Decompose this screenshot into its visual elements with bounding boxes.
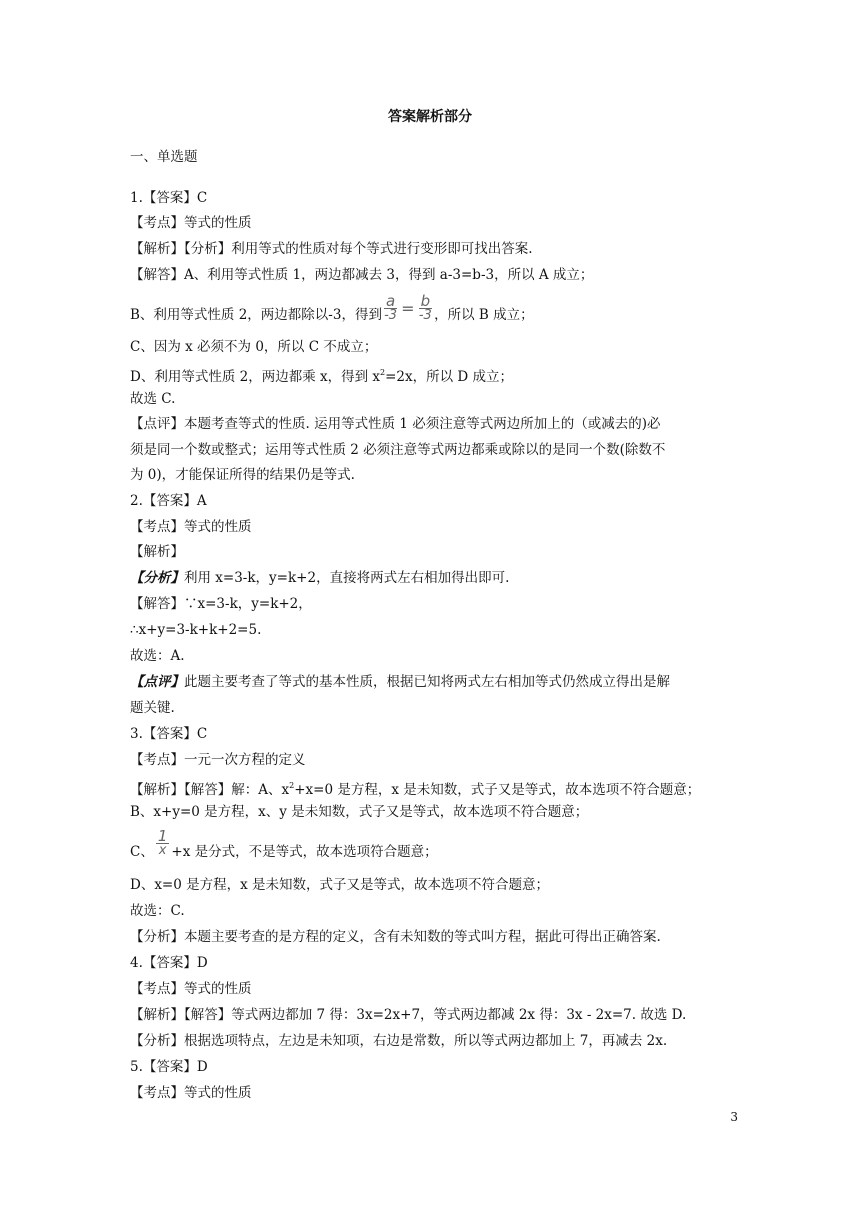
q2-answer: 2.【答案】A — [130, 493, 207, 509]
q2-solution-1: 【解答】∵x=3-k，y=k+2， — [130, 596, 312, 612]
fraction-denominator: -3 — [418, 308, 432, 323]
fraction-denominator: x — [158, 843, 167, 858]
fraction-equals: = — [401, 298, 415, 318]
q1-solution-a: 【解答】A、利用等式性质 1，两边都减去 3，得到 a-3=b-3，所以 A 成立； — [130, 267, 594, 283]
q2-choose: 故选：A. — [130, 648, 185, 664]
q3-point: 【考点】一元一次方程的定义 — [130, 752, 306, 768]
fraction-numerator: a — [385, 292, 396, 310]
q1-solution-c: C、因为 x 必须不为 0，所以 C 不成立； — [130, 339, 378, 355]
q1-analysis: 【解析】【分析】利用等式的性质对每个等式进行变形即可找出答案. — [130, 241, 533, 257]
q1-comment-line3: 为 0)，才能保证所得的结果仍是等式. — [130, 467, 355, 483]
q2-point: 【考点】等式的性质 — [130, 519, 252, 535]
q3-solution-b: B、x+y=0 是方程，x、y 是未知数，式子又是等式，故本选项不符合题意； — [130, 804, 589, 820]
q2-comment-line2: 题关键. — [130, 700, 175, 716]
q1-comment-line2: 须是同一个数或整式；运用等式性质 2 必须注意等式两边都乘或除以的是同一个数(除数不 — [130, 442, 666, 458]
fenxi-text: 利用 x=3-k，y=k+2，直接将两式左右相加得出即可. — [184, 570, 510, 586]
q4-fenxi: 【分析】根据选项特点，左边是未知项，右边是常数，所以等式两边都加上 7，再减去 2x. — [130, 1033, 668, 1049]
q3-solution-a — [130, 777, 730, 799]
fraction-denominator: -3 — [384, 308, 398, 323]
q1-solution-d — [130, 364, 730, 386]
fraction-1-over-x — [156, 829, 170, 858]
q2-fenxi — [130, 569, 730, 587]
fraction-numerator: b — [420, 292, 431, 310]
q3-answer: 3.【答案】C — [130, 726, 208, 742]
q3-solution-d: D、x=0 是方程，x 是未知数，式子又是等式，故本选项不符合题意； — [130, 877, 550, 893]
q3-solution-a-pre: 【解析】【解答】解：A、x — [130, 782, 290, 798]
q2-analysis: 【解析】 — [130, 544, 184, 560]
q4-solution: 【解析】【解答】等式两边都加 7 得：3x=2x+7，等式两边都减 2x 得：3x - 2x=7. 故选 D. — [130, 1007, 687, 1023]
comment-text: 此题主要考查了等式的基本性质，根据已知将两式左右相加等式仍然成立得出是解 — [184, 674, 670, 690]
q2-comment-line1 — [130, 673, 730, 691]
comment-label: 【点评】 — [130, 674, 184, 690]
q3-solution-c — [130, 827, 730, 861]
section-heading: 一、单选题 — [130, 149, 198, 165]
q1-comment-line1: 【点评】本题考查等式的性质. 运用等式性质 1 必须注意等式两边所加上的（或减去的)必 — [130, 416, 661, 432]
q5-point: 【考点】等式的性质 — [130, 1085, 252, 1101]
q4-point: 【考点】等式的性质 — [130, 981, 252, 997]
q2-solution-2: ∴x+y=3-k+k+2=5. — [130, 622, 262, 638]
q1-point: 【考点】等式的性质 — [130, 215, 252, 231]
q3-solution-c-pre: C、 — [130, 844, 154, 860]
q1-solution-b-post: ，所以 B 成立； — [434, 307, 534, 323]
q1-choose: 故选 C. — [130, 391, 176, 407]
fraction-a-over-neg3 — [384, 294, 397, 323]
fraction-b-over-neg3 — [419, 294, 433, 323]
superscript: 2 — [289, 781, 295, 790]
fenxi-label: 【分析】 — [130, 570, 184, 586]
q1-solution-b-pre: B、利用等式性质 2，两边都除以-3，得到 — [130, 307, 382, 323]
q4-answer: 4.【答案】D — [130, 955, 208, 971]
q3-fenxi: 【分析】本题主要考查的是方程的定义，含有未知数的等式叫方程，据此可得出正确答案. — [130, 929, 661, 945]
page-title: 答案解析部分 — [388, 109, 472, 125]
q3-solution-a-post: +x=0 是方程，x 是未知数，式子又是等式，故本选项不符合题意； — [294, 782, 701, 798]
q1-answer: 1.【答案】C — [130, 190, 208, 206]
q5-answer: 5.【答案】D — [130, 1059, 208, 1075]
q3-choose: 故选：C. — [130, 903, 185, 919]
q1-solution-b — [130, 292, 730, 324]
q1-solution-d-post: =2x，所以 D 成立； — [385, 369, 514, 385]
q1-solution-d-pre: D、利用等式性质 2，两边都乘 x，得到 x — [130, 369, 381, 385]
page-number: 3 — [730, 1110, 738, 1124]
superscript: 2 — [380, 368, 386, 377]
q3-solution-c-post: +x 是分式，不是等式，故本选项符合题意； — [171, 844, 438, 860]
fraction-numerator: 1 — [157, 827, 168, 845]
